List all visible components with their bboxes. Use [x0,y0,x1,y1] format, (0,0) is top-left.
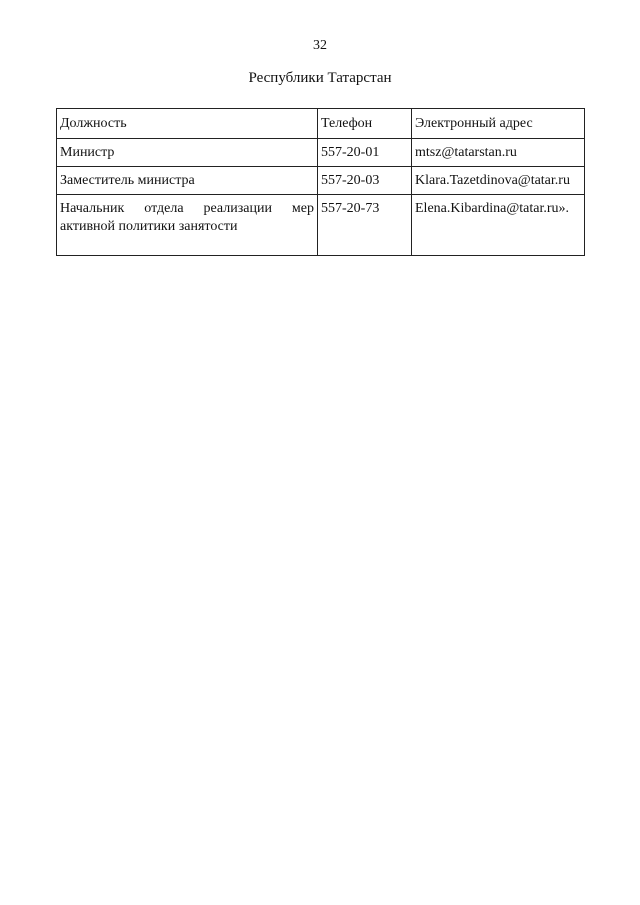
cell-position: Заместитель министра [57,167,318,195]
column-header-email: Электронный адрес [412,109,585,139]
cell-phone: 557-20-73 [318,195,412,256]
table-row [57,195,585,256]
page-heading: Республики Татарстан [248,70,392,86]
cell-email: Elena.Kibardina@tatar.ru». [412,195,585,256]
table-row [57,139,585,167]
column-header-phone: Телефон [318,109,412,139]
column-header-position: Должность [57,109,318,139]
table-row [57,167,585,195]
cell-position [57,195,318,256]
cell-email: mtsz@tatarstan.ru [412,139,585,167]
cell-position-line: активной политики занятости [60,219,238,234]
cell-phone: 557-20-01 [318,139,412,167]
table-header-row [57,109,585,139]
page-number: 32 [313,38,327,53]
contacts-table [56,108,585,256]
cell-phone: 557-20-03 [318,167,412,195]
cell-email: Klara.Tazetdinova@tatar.ru [412,167,585,195]
cell-position: Министр [57,139,318,167]
cell-position-line: Начальник отдела реализации мер [60,201,314,216]
